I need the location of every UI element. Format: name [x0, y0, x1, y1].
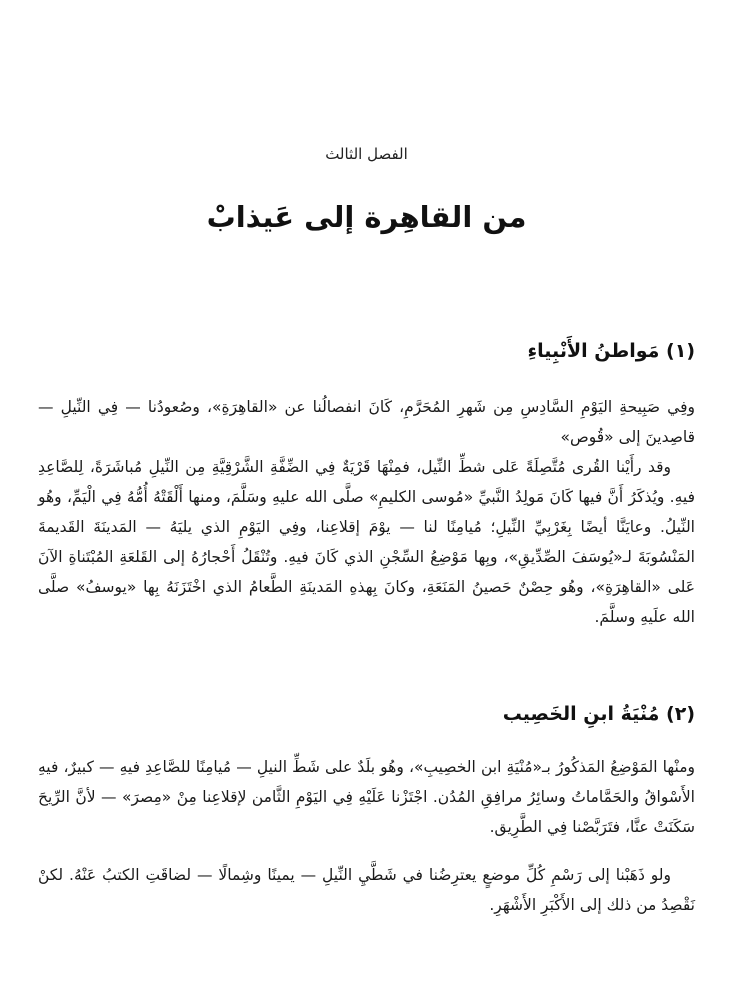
section-heading-1: (١) مَواطنُ الأَنْبِياءِ: [527, 340, 695, 362]
chapter-title: من القاهِرة إلى عَيذابْ: [206, 200, 527, 234]
chapter-label: الفصل الثالث: [325, 145, 408, 163]
section-heading-2: (٢) مُنْيَةُ ابنِ الخَصِيب: [502, 703, 695, 725]
paragraph-4: ولو ذَهَبْنا إلى رَسْمِ كُلِّ موضعٍ يعترِضُنا في شَطَّيِ النِّيلِ — يمينًا وشِمالًا — لضاقَتِ الكتبُ عَنْهُ. لكنْ نَقْصِدُ من ذلك إلى الأَكْبَرِ الأَشْهَرِ.: [38, 866, 695, 914]
paragraph-2: وقد رأَيْنا القُرى مُتَّصِلَةً عَلى شطِّ النِّيل، فمِنْهَا قَرْيَةٌ فِي الضِّفَّةِ الشَّرْقِيَّةِ مِن النِّيلِ مُباشَرَةً، لِلصَّاعِدِ فيهِ. ويُذكَرُ أَنَّ فيها كَانَ مَولِدُ النَّبيِّ «مُوسى الكليمِ» صلَّى الله عليهِ وسَلَّمَ، ومنها أَلْقَتْهُ أُمُّهُ فِي الْيَمِّ، وهُو النِّيلُ. وعايَنَّا أيضًا بِغَرْبِيِّ النِّيلِ؛ مُيامِنًا لنا — يوْمَ إقلاعِنا، وفِي اليَوْمِ الذي يليَهُ — المَدينَةَ القَديمةَ المَنْسُوبَةَ لـ«يُوسَفَ الصِّدِّيقِ»، وبِها مَوْضِعُ السِّجْنِ الذي كَانَ فيهِ. وتُنْقَلُ أَحْجارُهُ إلى القَلعَةِ المُبْتَناةِ الآنَ عَلى «القاهِرَةِ»، وهُو حِصْنٌ حَصينُ المَنَعَةِ، وكانَ بِهذهِ المَدينَةِ الطَّعامُ الذي اخْتَزَنَهُ بِها «يوسفُ» صلَّى الله علَيهِ وسلَّمَ.: [38, 458, 695, 626]
paragraph-1: وفِي صَبِيحةِ اليَوْمِ السَّادِسِ مِن شَهرِ المُحَرَّمِ، كَانَ انفصالُنا عن «القاهِرَةِ»، وصُعودُنا — فِي النِّيلِ — قاصِدينَ إلى «قُوص»: [38, 398, 695, 446]
paragraph-3: ومنْها المَوْضِعُ المَذكُورُ بـ«مُنْيَةِ ابن الخصِيبِ»، وهُو بلَدٌ على شَطِّ النيلِ — مُيامِنًا للصَّاعِدِ فيهِ — كبيرٌ، فيهِ الأَسْواقُ والحَمَّاماتُ وسائِرُ مرافِقِ المُدُن. اجْتَزْنا عَلَيْهِ فِي اليَوْمِ الثَّامن لإقلاعِنا مِنْ «مِصرَ» — لأنَّ الرِّيحَ سَكَنَتْ عنَّا، فتَرَبَّصْنا فِي الطَّرِيق.: [38, 758, 695, 836]
